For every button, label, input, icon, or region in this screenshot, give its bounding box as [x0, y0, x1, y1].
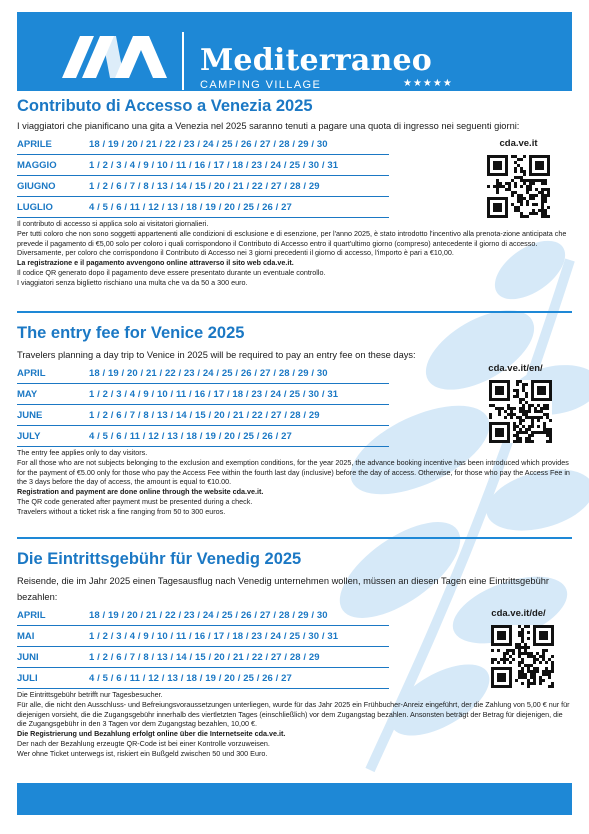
month-row: [17, 668, 389, 689]
section-notes: [17, 448, 572, 517]
qr-code-icon[interactable]: [489, 380, 552, 448]
month-days: 1 / 2 / 3 / 4 / 9 / 10 / 11 / 16 / 17 / 18 / 23 / 24 / 25 / 30 / 31: [89, 389, 339, 400]
month-name: MAI: [17, 631, 35, 642]
month-row: [17, 155, 389, 176]
section-intro: Travelers planning a day trip to Venice in 2025 will be required to pay an entry fee on these days:: [17, 350, 416, 360]
month-row: [17, 384, 389, 405]
section-divider: [17, 311, 572, 313]
section-intro: Reisende, die im Jahr 2025 einen Tagesausflug nach Venedig unternehmen wollen, müssen an diesen Tagen eine Eintrittsgebühr bezahlen:: [17, 576, 550, 602]
month-row: [17, 134, 389, 155]
note-line: La registrazione e il pagamento avvengono online attraverso il sito web cda.ve.it.: [17, 258, 294, 268]
section-notes: [17, 690, 572, 759]
month-days: 18 / 19 / 20 / 21 / 22 / 23 / 24 / 25 / 26 / 27 / 28 / 29 / 30: [89, 610, 328, 621]
month-row: [17, 176, 389, 197]
mediterraneo-logo-icon: [62, 36, 167, 78]
note-line: Die Registrierung und Bezahlung erfolgt online über die Internetseite cda.ve.it.: [17, 729, 286, 739]
note-line: I viaggiatori senza biglietto rischiano una multa che va da 50 a 300 euro.: [17, 277, 248, 287]
month-days: 18 / 19 / 20 / 21 / 22 / 23 / 24 / 25 / 26 / 27 / 28 / 29 / 30: [89, 139, 328, 150]
qr-block: [479, 363, 552, 448]
brand-tagline: CAMPING VILLAGE: [200, 79, 322, 91]
month-days: 1 / 2 / 3 / 4 / 9 / 10 / 11 / 16 / 17 / 18 / 23 / 24 / 25 / 30 / 31: [89, 160, 339, 171]
note-line: Registration and payment are done online through the website cda.ve.it.: [17, 487, 264, 497]
qr-url[interactable]: cda.ve.it/en/: [488, 363, 543, 374]
month-row: [17, 605, 389, 626]
note-line: Il contributo di accesso si applica solo ai visitatori giornalieri.: [17, 219, 209, 228]
section-divider: [17, 537, 572, 539]
note-line: Die Eintrittsgebühr betrifft nur Tagesbesucher.: [17, 690, 163, 699]
brand-name: Mediterraneo: [200, 43, 432, 78]
note-line: Il codice QR generato dopo il pagamento deve essere presentato durante un eventuale controllo.: [17, 267, 326, 277]
section-intro: I viaggiatori che pianificano una gita a Venezia nel 2025 saranno tenuti a pagare una quota di ingresso nei seguenti giorni:: [17, 121, 520, 131]
month-name: JUNI: [17, 652, 39, 663]
qr-block: [487, 138, 550, 223]
footer-bar: [17, 783, 572, 815]
note-line: Travelers without a ticket risk a fine ranging from 50 to 300 euros.: [17, 506, 226, 516]
section-english: [17, 323, 572, 517]
rating-stars: ★★★★★: [403, 78, 453, 89]
month-name: LUGLIO: [17, 202, 53, 213]
month-days: 4 / 5 / 6 / 11 / 12 / 13 / 18 / 19 / 20 / 25 / 26 / 27: [89, 431, 292, 442]
header-banner: [17, 12, 572, 91]
month-days: 1 / 2 / 6 / 7 / 8 / 13 / 14 / 15 / 20 / 21 / 22 / 27 / 28 / 29: [89, 410, 320, 421]
month-days: 1 / 2 / 3 / 4 / 9 / 10 / 11 / 16 / 17 / 18 / 23 / 24 / 25 / 30 / 31: [89, 631, 339, 642]
month-name: JUNE: [17, 410, 43, 421]
month-row: [17, 197, 389, 218]
month-days: 1 / 2 / 6 / 7 / 8 / 13 / 14 / 15 / 20 / 21 / 22 / 27 / 28 / 29: [89, 652, 320, 663]
qr-url[interactable]: cda.ve.it/de/: [491, 608, 546, 619]
note-line: For all those who are not subjects belonging to the exclusion and exemption conditions, for the year 2025, the advance booking incentive has been introduced which provides for the payment of €5.00 only for those who pay the Access Fee within the fourth last day (inclusive) before the day of access. Otherwise, for those who pay the Access Fee in the 3 days before the day of access, the amount is equal to €10.00.: [17, 457, 570, 487]
month-name: APRIL: [17, 368, 46, 379]
month-name: MAY: [17, 389, 38, 400]
section-german: [17, 549, 572, 759]
section-title: Die Eintrittsgebühr für Venedig 2025: [17, 550, 302, 568]
note-line: The entry fee applies only to day visitors.: [17, 448, 148, 457]
note-line: Per tutti coloro che non sono soggetti appartenenti alle condizioni di esclusione e di esenzione, per l'anno 2025, è stato introdotto l'incentivo alla prenota-zione anticipata che prevede il pagamento di €5,00 solo per coloro i quali corrispondono il Contributo di Accesso entro il quart'ultimo giorno (compreso) antecedente il giorno di accesso. Diversamente, per coloro che corrispondono il Contributo di Accesso nei 3 giorni precedenti il giorno di accesso, l'importo è pari a €10,00.: [17, 228, 567, 258]
month-name: GIUGNO: [17, 181, 56, 192]
month-row: [17, 405, 389, 426]
note-line: Der nach der Bezahlung erzeugte QR-Code ist bei einer Kontrolle vorzuweisen.: [17, 738, 270, 748]
section-italian: [17, 96, 572, 288]
month-row: [17, 363, 389, 384]
month-row: [17, 647, 389, 668]
section-title: Contributo di Accesso a Venezia 2025: [17, 97, 313, 115]
month-days: 18 / 19 / 20 / 21 / 22 / 23 / 24 / 25 / 26 / 27 / 28 / 29 / 30: [89, 368, 328, 379]
qr-url[interactable]: cda.ve.it: [499, 138, 538, 149]
qr-block: [483, 608, 554, 693]
qr-code-icon[interactable]: [491, 625, 554, 693]
month-row: [17, 626, 389, 647]
month-name: JULI: [17, 673, 38, 684]
qr-code-icon[interactable]: [487, 155, 550, 223]
month-days: 1 / 2 / 6 / 7 / 8 / 13 / 14 / 15 / 20 / 21 / 22 / 27 / 28 / 29: [89, 181, 320, 192]
month-days: 4 / 5 / 6 / 11 / 12 / 13 / 18 / 19 / 20 / 25 / 26 / 27: [89, 202, 292, 213]
month-name: APRIL: [17, 610, 46, 621]
month-name: APRILE: [17, 139, 52, 150]
month-row: [17, 426, 389, 447]
note-line: Wer ohne Ticket unterwegs ist, riskiert ein Bußgeld zwischen 50 und 300 Euro.: [17, 748, 268, 758]
section-title: The entry fee for Venice 2025: [17, 324, 245, 342]
month-name: MAGGIO: [17, 160, 57, 171]
month-name: JULY: [17, 431, 41, 442]
logo-divider: [182, 32, 184, 90]
section-notes: [17, 219, 572, 288]
note-line: The QR code generated after payment must be presented during a check.: [17, 496, 253, 506]
month-days: 4 / 5 / 6 / 11 / 12 / 13 / 18 / 19 / 20 / 25 / 26 / 27: [89, 673, 292, 684]
note-line: Für alle, die nicht den Ausschluss- und Befreiungsvoraussetzungen unterliegen, wurde für das Jahr 2025 ein Frühbucher-Anreiz eingeführt, der die Zahlung von 5,00 € nur für diejenigen vorsieht, die die Zugangsgebühr innerhalb des viertletzten Tages (einschließlich) vor dem Zugangstag bezahlen. Ansonsten beträgt der Betrag für diejenigen, die die Zugangsgebühr in den 3 Tagen vor dem Zugangstag bezahlen, 10,00 €.: [17, 699, 570, 729]
